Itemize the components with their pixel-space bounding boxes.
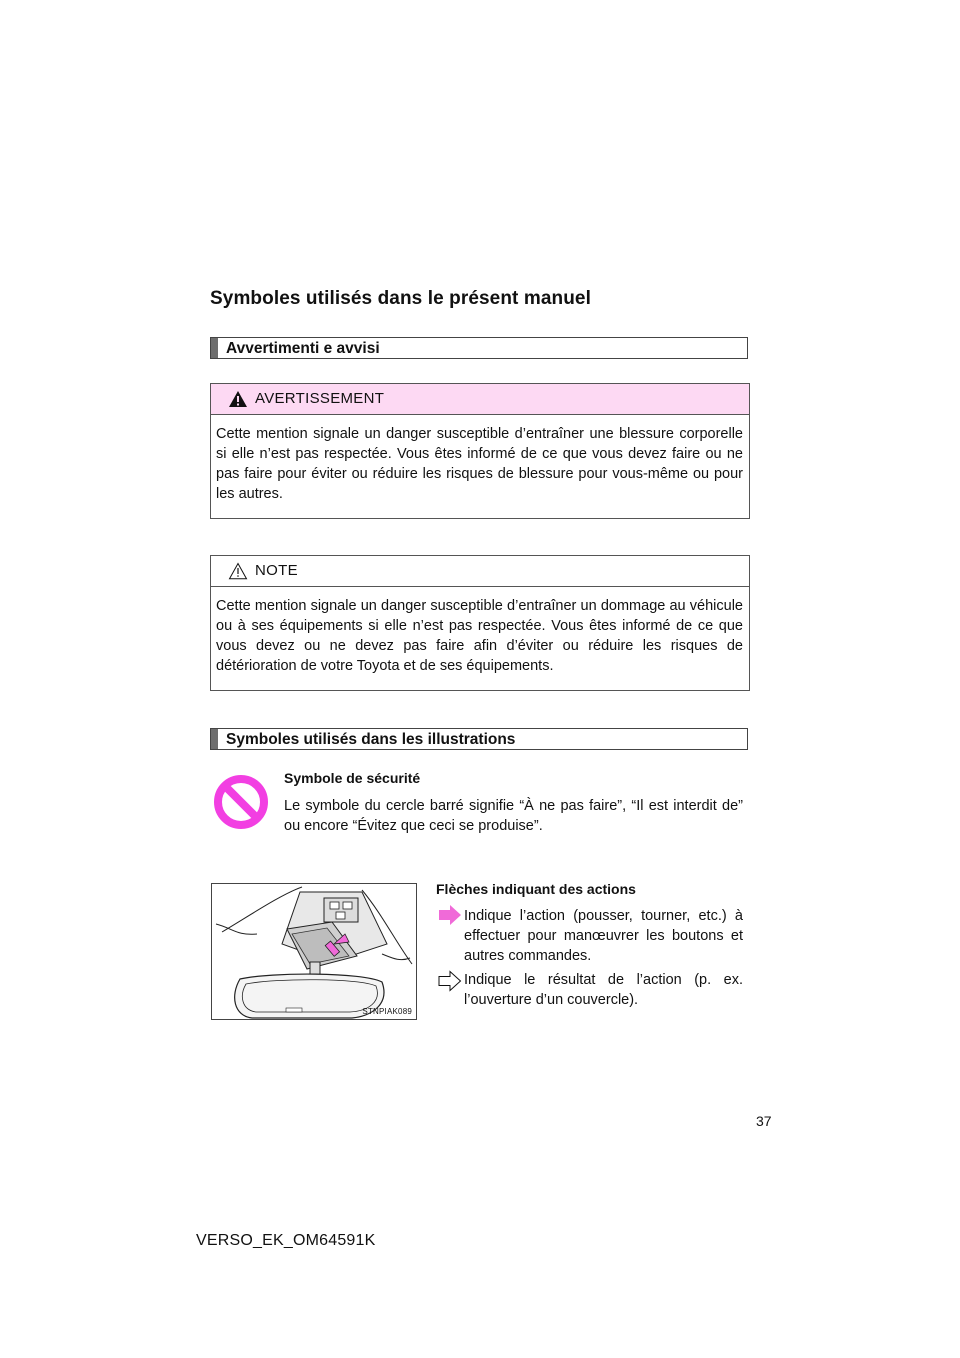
note-header — [211, 556, 749, 587]
section-header-warnings — [210, 337, 748, 359]
section-title: Avvertimenti e avvisi — [226, 340, 380, 357]
section-marker — [211, 338, 218, 358]
warning-title: AVERTISSEMENT — [255, 390, 385, 407]
illustration-overhead-console — [211, 883, 417, 1020]
action-arrow-text: Indique l’action (pousser, tourner, etc.) à effectuer pour manœuvrer les boutons et autres commandes. — [464, 908, 743, 964]
result-arrow-icon — [438, 970, 462, 992]
action-arrows-title: Flèches indiquant des actions — [436, 881, 636, 897]
overhead-console-drawing — [212, 884, 417, 1020]
section-title: Symboles utilisés dans les illustrations — [226, 731, 516, 748]
caution-triangle-icon — [228, 562, 248, 580]
warning-box — [210, 383, 750, 519]
section-marker — [211, 729, 218, 749]
note-box — [210, 555, 750, 691]
action-arrow-icon — [438, 904, 462, 926]
safety-symbol-title: Symbole de sécurité — [284, 770, 421, 786]
footer-code: VERSO_EK_OM64591K — [196, 1232, 376, 1249]
note-title: NOTE — [255, 562, 298, 579]
section-header-illustrations — [210, 728, 748, 750]
prohibition-icon — [213, 774, 269, 830]
page-title: Symboles utilisés dans le présent manuel — [210, 288, 591, 309]
warning-triangle-icon — [228, 390, 248, 408]
warning-header — [211, 384, 749, 415]
note-text: Cette mention signale un danger susceptible d’entraîner un dommage au véhicule ou à ses équipements si elle n’est pas respectée. Vous êtes informé de ce que vous devez ou ne devez pas faire afin d’éviter ou réduire les risques de détérioration de votre Toyota et de ses équipements. — [216, 598, 743, 674]
illustration-code: STNPIAK089 — [362, 1007, 412, 1016]
safety-symbol-text: Le symbole du cercle barré signifie “À ne pas faire”, “Il est interdit de” ou encore “Évitez que ceci se produise”. — [284, 798, 743, 834]
warning-text: Cette mention signale un danger susceptible d’entraîner une blessure corporelle si elle n’est pas respectée. Vous êtes informé de ce que vous devez faire ou ne pas faire pour éviter ou réduire les risques de blessure pour vous-même ou pour les autres. — [211, 415, 749, 504]
result-arrow-text: Indique le résultat de l’action (p. ex. l’ouverture d’un couvercle). — [464, 972, 743, 1008]
page-number: 37 — [756, 1113, 772, 1129]
